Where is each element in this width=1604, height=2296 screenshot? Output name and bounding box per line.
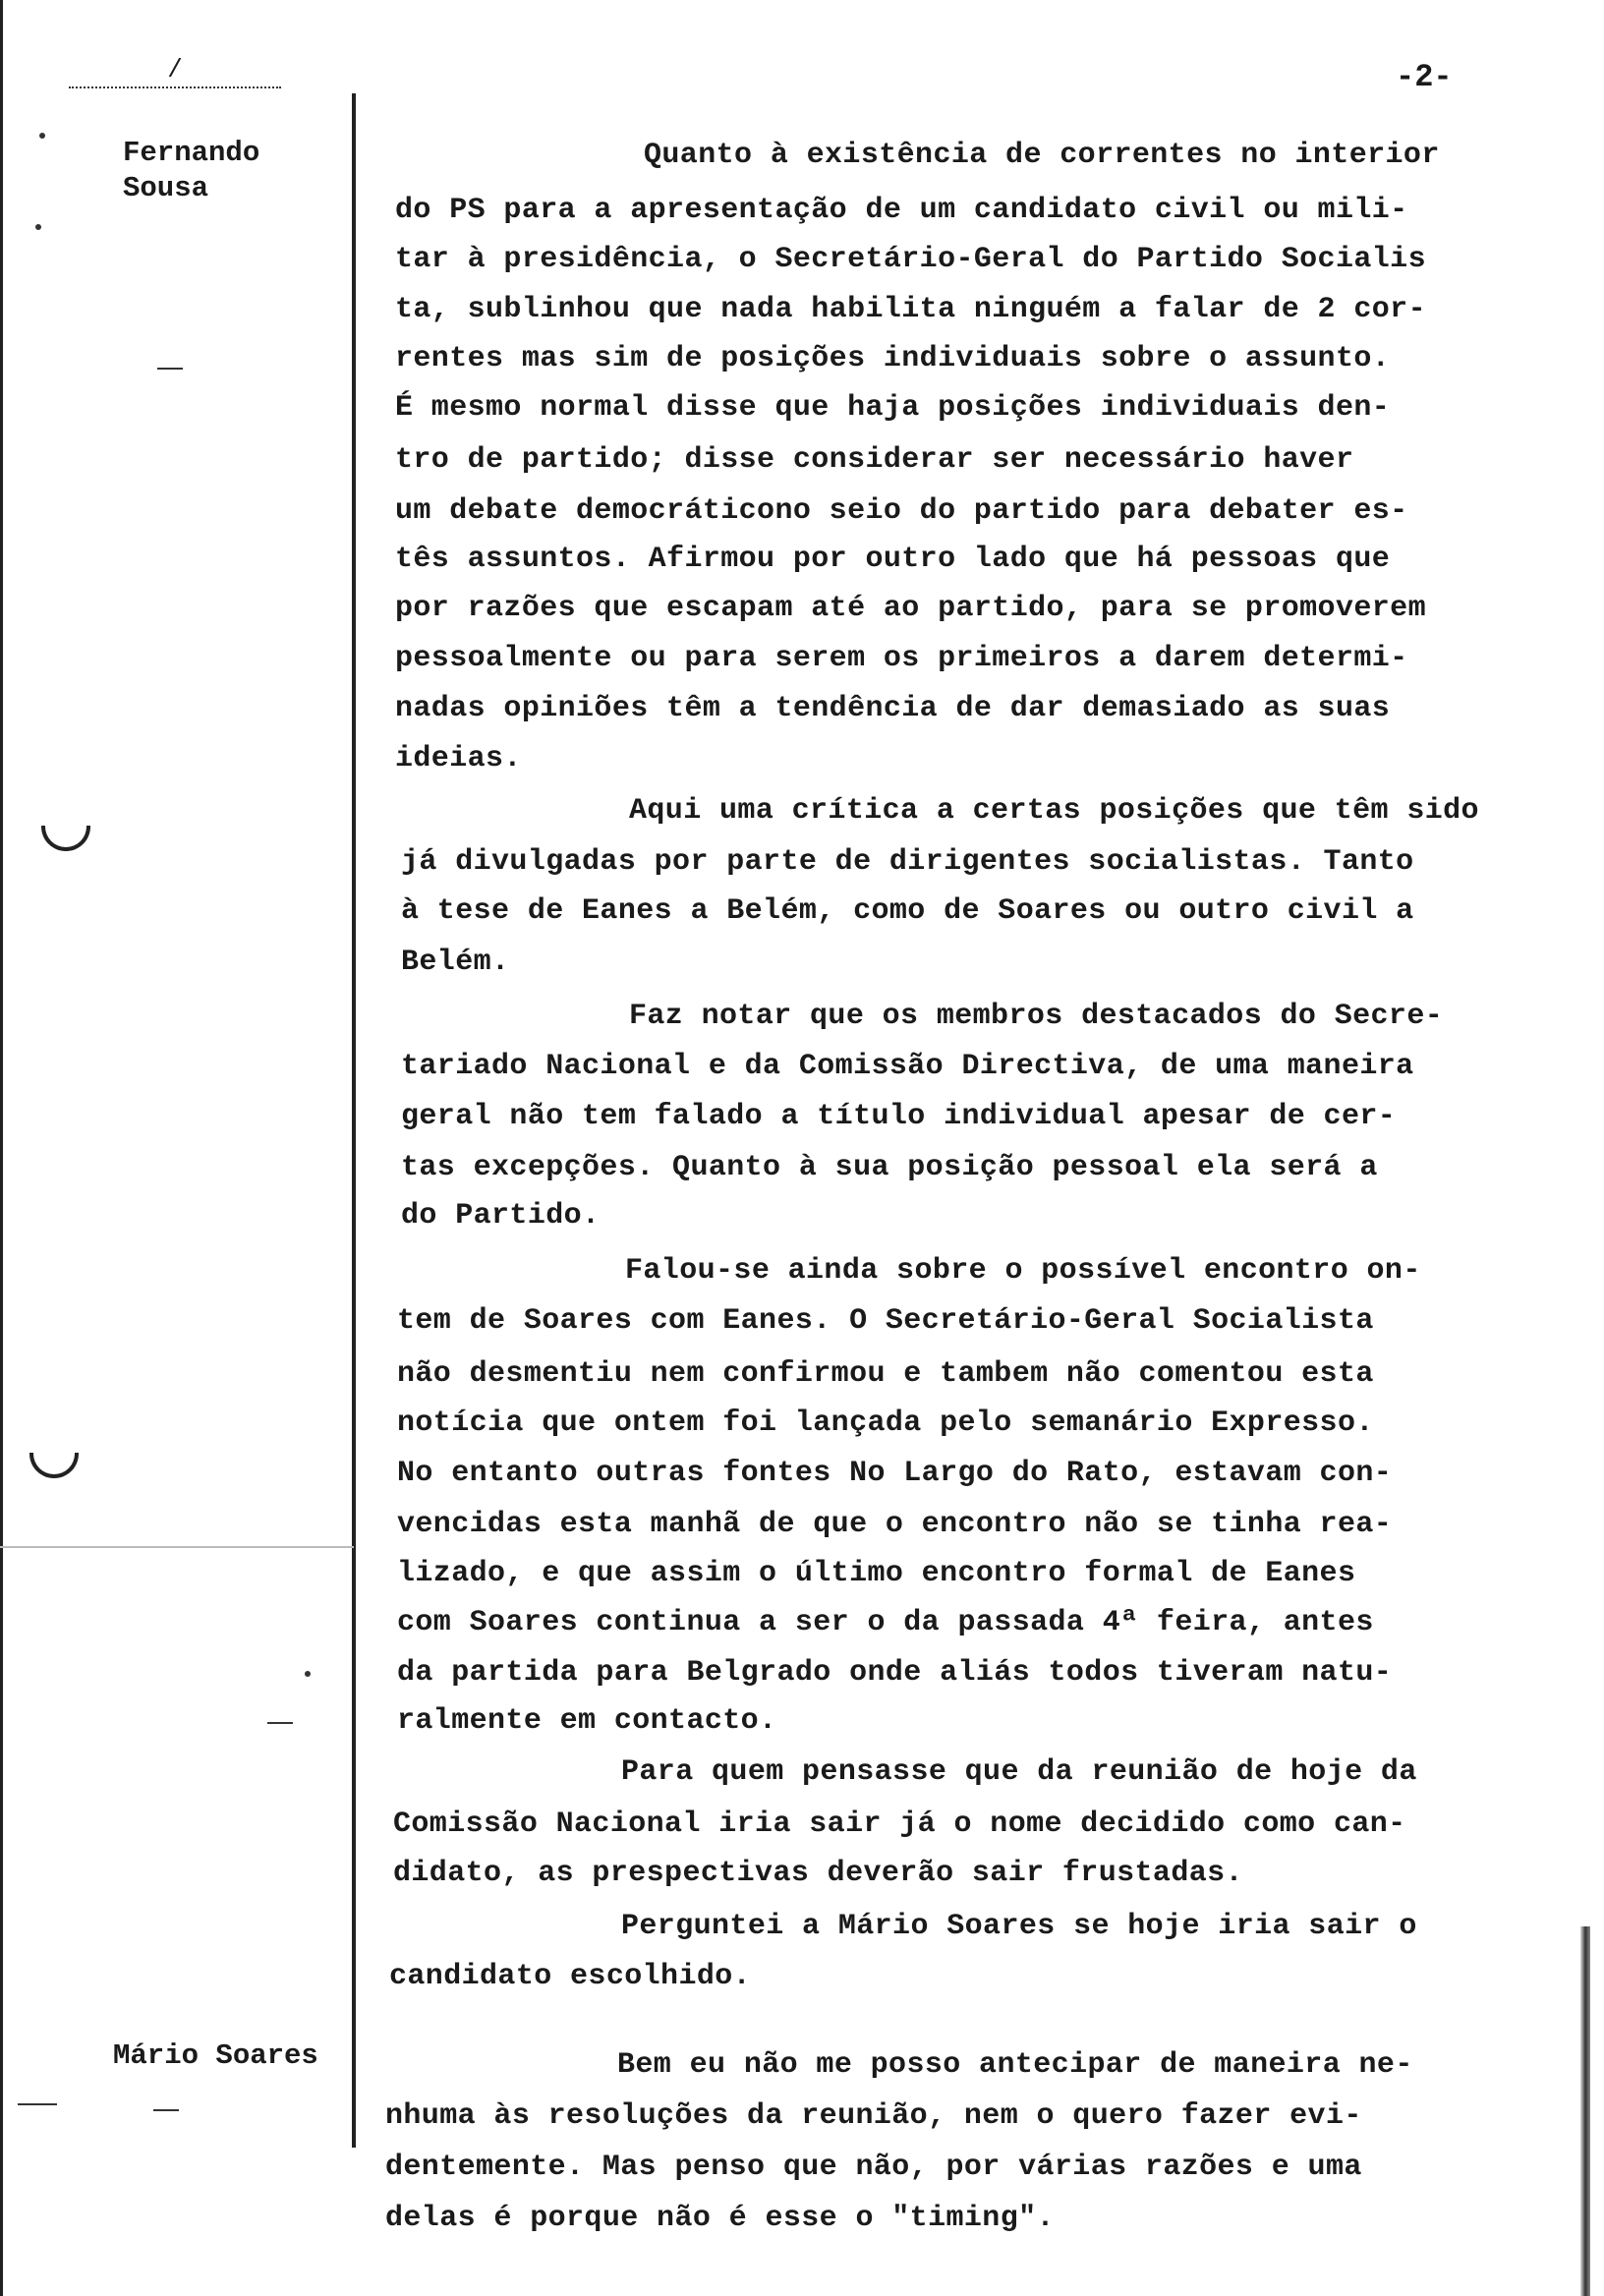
text-line: por razões que escapam até ao partido, para se promoverem xyxy=(395,592,1426,625)
margin-dash xyxy=(153,2109,179,2111)
text-line: Faz notar que os membros destacados do Secre- xyxy=(629,1000,1444,1033)
text-line: do Partido. xyxy=(401,1199,601,1233)
text-line: geral não tem falado a título individual apesar de cer- xyxy=(401,1100,1397,1133)
text-line: didato, as prespectivas deverão sair frustadas. xyxy=(393,1857,1243,1890)
text-line: à tese de Eanes a Belém, como de Soares ou outro civil a xyxy=(401,894,1414,928)
text-line: Comissão Nacional iria sair já o nome decidido como can- xyxy=(393,1808,1406,1841)
text-line: Quanto à existência de correntes no interior xyxy=(644,139,1440,172)
text-line: tar à presidência, o Secretário-Geral do Partido Socialis xyxy=(395,243,1426,276)
margin-dot xyxy=(39,133,45,139)
speaker-name: Mário Soares xyxy=(113,2039,318,2072)
text-line: nhuma às resoluções da reunião, nem o quero fazer evi- xyxy=(385,2099,1362,2133)
margin-bracket-mark xyxy=(29,1453,79,1478)
text-line: da partida para Belgrado onde aliás todos tiveram natu- xyxy=(397,1656,1393,1690)
column-rule xyxy=(352,93,356,2148)
text-line: candidato escolhido. xyxy=(389,1960,752,1993)
text-line: Perguntei a Mário Soares se hoje iria sair o xyxy=(621,1910,1417,1943)
speaker-label-fernando-sousa xyxy=(123,136,339,206)
text-line: Falou-se ainda sobre o possível encontro on- xyxy=(625,1254,1421,1288)
text-line: não desmentiu nem confirmou e tambem não comentou esta xyxy=(397,1357,1374,1391)
text-line: ta, sublinhou que nada habilita ninguém a falar de 2 cor- xyxy=(395,293,1426,326)
text-line: tês assuntos. Afirmou por outro lado que há pessoas que xyxy=(395,543,1391,576)
text-line: rentes mas sim de posições individuais sobre o assunto. xyxy=(395,342,1391,375)
text-line: Para quem pensasse que da reunião de hoje da xyxy=(621,1755,1417,1789)
text-line: tariado Nacional e da Comissão Directiva, de uma maneira xyxy=(401,1050,1414,1083)
text-line: Bem eu não me posso antecipar de maneira ne- xyxy=(617,2048,1413,2082)
text-line: vencidas esta manhã de que o encontro não se tinha rea- xyxy=(397,1508,1393,1541)
speaker-name: Fernando Sousa xyxy=(123,137,260,204)
binding-edge xyxy=(1580,1926,1590,2296)
text-line: tro de partido; disse considerar ser necessário haver xyxy=(395,443,1354,477)
text-line: É mesmo normal disse que haja posições individuais den- xyxy=(395,391,1391,425)
text-line: lizado, e que assim o último encontro formal de Eanes xyxy=(397,1557,1356,1590)
text-line: Aqui uma crítica a certas posições que têm sido xyxy=(629,794,1479,828)
margin-dash xyxy=(267,1722,293,1724)
text-line: delas é porque não é esse o "timing". xyxy=(385,2202,1055,2235)
text-line: Belém. xyxy=(401,946,510,979)
margin-bracket-mark xyxy=(41,826,90,851)
margin-dash xyxy=(157,368,183,370)
text-line: notícia que ontem foi lançada pelo semanário Expresso. xyxy=(397,1406,1374,1440)
text-line: pessoalmente ou para serem os primeiros a darem determi- xyxy=(395,642,1408,675)
text-line: nadas opiniões têm a tendência de dar demasiado as suas xyxy=(395,692,1391,725)
text-line: um debate democráticono seio do partido para debater es- xyxy=(395,494,1408,528)
text-line: com Soares continua a ser o da passada 4ª feira, antes xyxy=(397,1606,1374,1639)
text-line: ideias. xyxy=(395,742,522,775)
top-marker: / xyxy=(69,57,281,88)
text-line: dentemente. Mas penso que não, por várias razões e uma xyxy=(385,2151,1362,2184)
text-line: já divulgadas por parte de dirigentes socialistas. Tanto xyxy=(401,845,1414,879)
margin-dash xyxy=(18,2103,57,2105)
text-line: do PS para a apresentação de um candidato civil ou mili- xyxy=(395,194,1408,227)
page-number: -2- xyxy=(1396,59,1453,95)
margin-divider xyxy=(0,1546,354,1548)
speaker-label-mario-soares xyxy=(113,2038,369,2074)
page-left-edge xyxy=(0,0,3,2296)
margin-dot xyxy=(35,224,41,230)
text-line: No entanto outras fontes No Largo do Rato, estavam con- xyxy=(397,1457,1393,1490)
margin-dot xyxy=(305,1671,311,1677)
text-line: ralmente em contacto. xyxy=(397,1704,777,1738)
text-line: tas excepções. Quanto à sua posição pessoal ela será a xyxy=(401,1151,1378,1184)
text-line: tem de Soares com Eanes. O Secretário-Geral Socialista xyxy=(397,1304,1374,1338)
